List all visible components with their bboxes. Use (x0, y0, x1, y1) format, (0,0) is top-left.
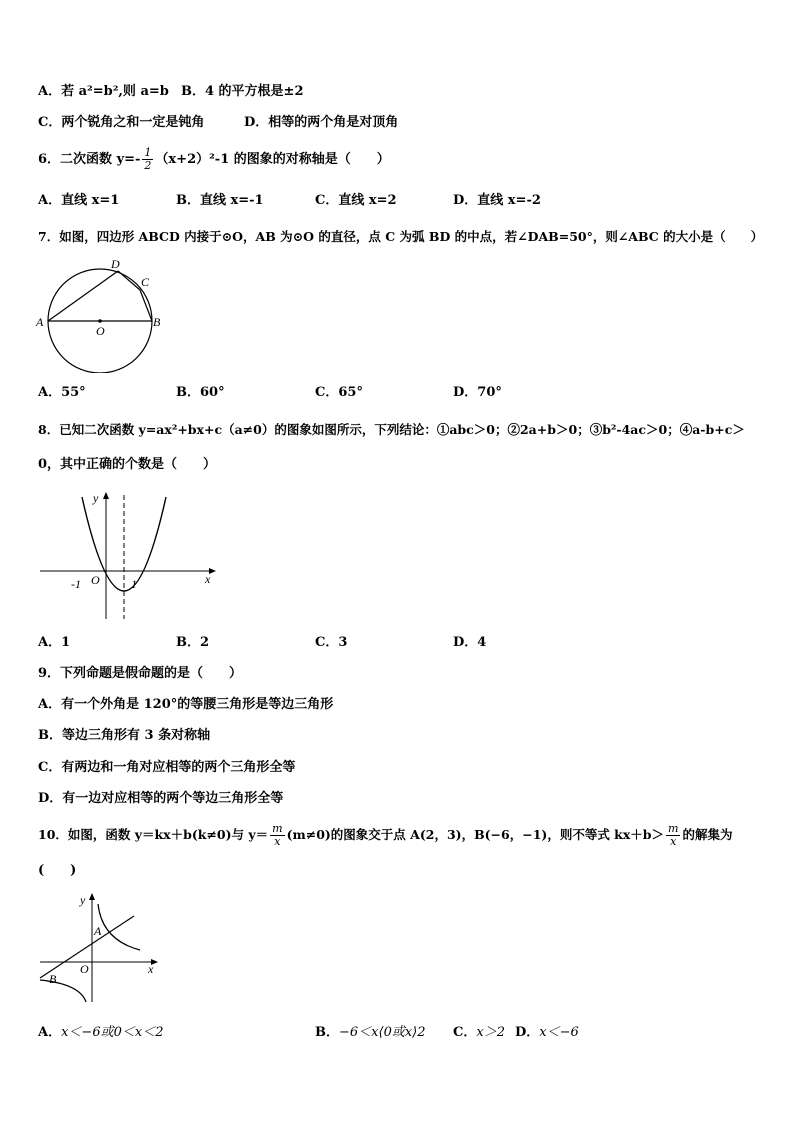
q10-option-a-math: x＜−6或0＜x＜2 (61, 1025, 164, 1040)
q8-option-c: C．3 (315, 635, 348, 650)
chord-ad (48, 271, 118, 321)
q10-fraction-2 (666, 823, 680, 848)
q10-stem-part1: 10．如图，函数 y＝kx＋b(k≠0)与 y＝ (38, 827, 269, 842)
y-axis-arrow (89, 893, 95, 900)
q10-option-d (515, 1024, 579, 1042)
tick-neg-one: -1 (71, 577, 81, 591)
q10-stem-line2: ( ) (38, 863, 77, 878)
q10-option-b-label: B． (315, 1025, 339, 1040)
q9-option-b: B．等边三角形有 3 条对称轴 (38, 728, 211, 743)
label-b: B (153, 315, 161, 329)
q7-option-c: C．65° (315, 385, 363, 400)
chord-dc (118, 271, 140, 290)
q10-option-b (315, 1024, 426, 1042)
q7-option-a: A．55° (38, 385, 86, 400)
q10-option-c-math: x＞2 (476, 1025, 505, 1040)
x-axis-label: x (205, 572, 211, 586)
y-axis-label: y (80, 893, 86, 907)
q6-stem (38, 145, 390, 175)
q10-frac1-den: x (274, 835, 281, 848)
q5-option-a: A．若 a²=b²,则 a=b (38, 84, 169, 99)
hyperbola-branch-2 (40, 980, 86, 1002)
q10-stem-part3: 的解集为 (682, 827, 733, 842)
q10-fraction-1 (270, 823, 284, 848)
q10-frac2-den: x (670, 835, 677, 848)
q10-stem (38, 818, 732, 852)
q10-stem-part2: (m≠0)的图象交于点 A(2，3)，B(−6，−1)，则不等式 kx＋b＞ (286, 827, 665, 842)
q9-option-d: D．有一边对应相等的两个等边三角形全等 (38, 791, 284, 806)
label-a: A (36, 315, 44, 329)
q6-stem-post: （x+2）²-1 的图象的对称轴是（ ） (155, 152, 390, 167)
hyperbola-branch-1 (98, 904, 140, 950)
q7-option-d: D．70° (453, 385, 502, 400)
q5-option-b: B．4 的平方根是±2 (181, 84, 304, 99)
q6-option-a: A．直线 x=1 (38, 193, 120, 208)
q9-stem: 9．下列命题是假命题的是（ ） (38, 666, 243, 681)
point-b-label: B (49, 972, 57, 986)
q8-stem-line2: 0，其中正确的个数是（ ） (38, 457, 217, 472)
q7-circle-figure (34, 255, 174, 373)
q10-option-d-label: D． (515, 1025, 540, 1040)
q6-fraction (142, 147, 153, 172)
point-a-label: A (94, 924, 102, 938)
center-dot (98, 319, 102, 323)
q10-option-a-label: A． (38, 1025, 62, 1040)
q10-function-graph (36, 890, 166, 1008)
origin-label: O (91, 573, 100, 587)
q10-option-b-math: −6＜x⟨0或x⟩2 (339, 1025, 426, 1040)
q5-option-c: C．两个锐角之和一定是钝角 (38, 115, 205, 130)
q8-stem-line1: 8．已知二次函数 y=ax²+bx+c（a≠0）的图象如图所示，下列结论：①abc＞0；②2a+b＞0；③b²-4ac＞0；④a-b+c＞ (38, 422, 745, 437)
y-axis-label: y (93, 491, 99, 505)
q8-parabola-graph (38, 487, 220, 622)
label-d: D (111, 257, 120, 271)
q10-option-c (453, 1024, 505, 1042)
q9-option-a: A．有一个外角是 120°的等腰三角形是等边三角形 (38, 697, 334, 712)
label-c: C (141, 275, 150, 289)
origin-label: O (80, 962, 89, 976)
q6-option-d: D．直线 x=-2 (453, 193, 541, 208)
q5-option-d: D．相等的两个角是对顶角 (244, 115, 399, 130)
q6-option-b: B．直线 x=-1 (176, 193, 264, 208)
x-axis-label: x (148, 962, 154, 976)
q10-frac1-num: m (272, 822, 283, 835)
q8-option-a: A．1 (38, 635, 71, 650)
q6-stem-pre: 6．二次函数 y=- (38, 152, 141, 167)
q7-stem: 7．如图，四边形 ABCD 内接于⊙O，AB 为⊙O 的直径，点 C 为弧 BD 的中点，若∠DAB=50°，则∠ABC 的大小是（ ） (38, 229, 764, 244)
q8-option-d: D．4 (453, 635, 487, 650)
q6-frac-den: 2 (144, 159, 152, 172)
q10-option-c-label: C． (453, 1025, 477, 1040)
label-o: O (96, 324, 105, 338)
q9-option-c: C．有两边和一角对应相等的两个三角形全等 (38, 760, 296, 775)
q6-option-c: C．直线 x=2 (315, 193, 397, 208)
q10-option-d-math: x＜−6 (539, 1025, 579, 1040)
q6-frac-num: 1 (144, 146, 152, 159)
q10-frac2-num: m (668, 822, 679, 835)
q7-option-b: B．60° (176, 385, 225, 400)
tick-pos-one: 1 (131, 577, 137, 591)
q8-option-b: B．2 (176, 635, 210, 650)
q10-option-a (38, 1024, 163, 1042)
y-axis-arrow (103, 492, 109, 499)
